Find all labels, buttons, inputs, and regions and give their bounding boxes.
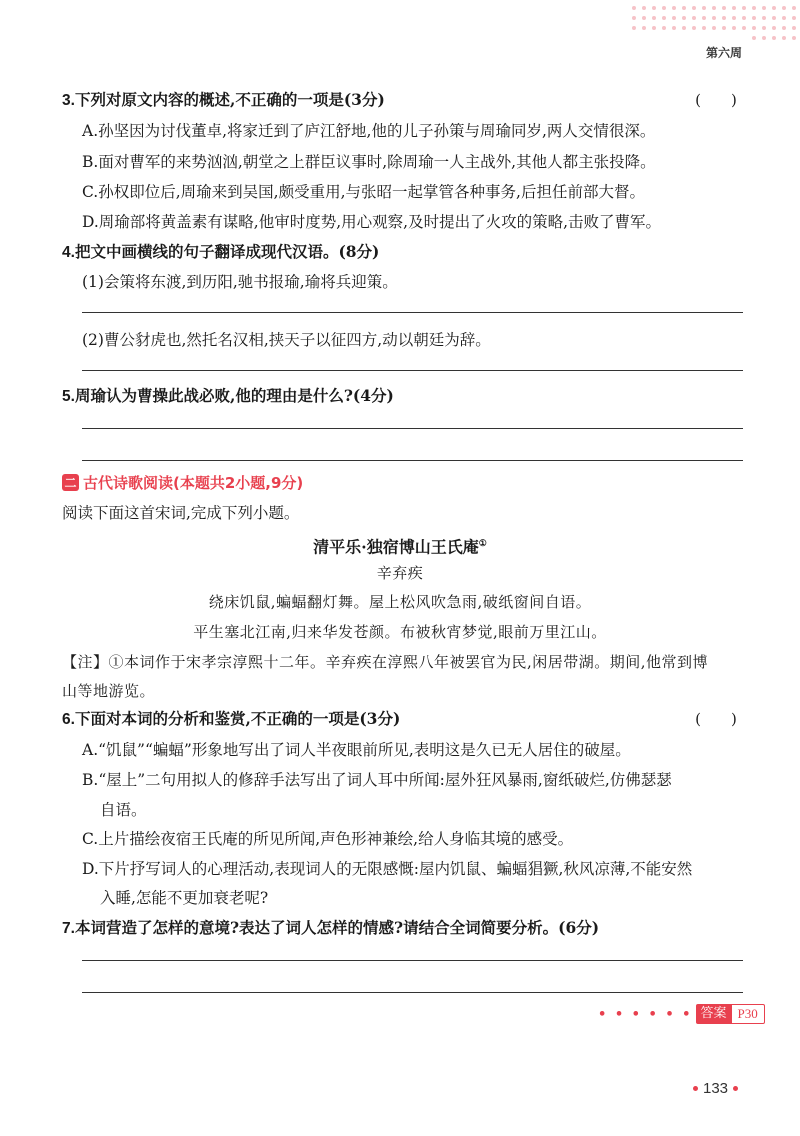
question-4-sub-1: (1)会策将东渡,到历阳,驰书报瑜,瑜将兵迎策。	[82, 273, 398, 291]
decorative-dot	[782, 16, 786, 20]
dotted-leader: • • • • • •	[598, 1006, 693, 1022]
answer-line[interactable]	[82, 312, 743, 313]
decorative-dot	[722, 26, 726, 30]
question-number: 4.	[62, 244, 75, 261]
poem-note-line-2: 山等地游览。	[62, 682, 156, 700]
decorative-dot	[702, 26, 706, 30]
decorative-dot	[772, 6, 776, 10]
decorative-dot	[632, 6, 636, 10]
poem-line-1: 绕床饥鼠,蝙蝠翻灯舞。屋上松风吹急雨,破纸窗间自语。	[208, 593, 592, 611]
question-6-stem	[62, 709, 400, 730]
question-6-option-c[interactable]: C.上片描绘夜宿王氏庵的所见所闻,声色形神兼绘,给人身临其境的感受。	[82, 830, 574, 848]
question-text: 下列对原文内容的概述,不正确的一项是(3分)	[74, 90, 385, 109]
decorative-dot	[772, 36, 776, 40]
page-number-text: 133	[703, 1080, 729, 1097]
answer-line[interactable]	[82, 992, 743, 993]
decorative-dot	[762, 16, 766, 20]
question-3-option-c[interactable]: C.孙权即位后,周瑜来到吴国,颇受重用,与张昭一起掌管各种事务,后担任前部大督。	[82, 183, 645, 201]
decorative-dot	[792, 26, 796, 30]
decorative-dot	[692, 26, 696, 30]
decorative-dot	[692, 16, 696, 20]
poem-author: 辛弃疾	[376, 564, 424, 582]
decorative-dot	[752, 26, 756, 30]
decorative-dot	[662, 26, 666, 30]
decorative-dot	[672, 26, 676, 30]
question-text: 本词营造了怎样的意境?表达了词人怎样的情感?请结合全词简要分析。(6分)	[74, 918, 600, 937]
decorative-dot	[652, 16, 656, 20]
reading-instruction: 阅读下面这首宋词,完成下列小题。	[62, 504, 300, 522]
decorative-dot	[752, 36, 756, 40]
answer-page-ref: P30	[731, 1004, 765, 1024]
decorative-dot	[782, 26, 786, 30]
decorative-dot	[642, 6, 646, 10]
question-6-option-d[interactable]: D.下片抒写词人的心理活动,表现词人的无限感慨:屋内饥鼠、蝙蝠猖獗,秋风凉薄,不能安然	[82, 860, 693, 878]
question-6-answer-blank[interactable]: ( )	[695, 710, 737, 728]
decorative-dot	[642, 26, 646, 30]
question-text: 把文中画横线的句子翻译成现代汉语。(8分)	[74, 242, 380, 261]
decorative-dot	[662, 6, 666, 10]
decorative-dot	[752, 16, 756, 20]
decorative-dot	[672, 16, 676, 20]
question-6-option-d-cont: 入睡,怎能不更加衰老呢?	[100, 889, 269, 907]
section-heading	[62, 471, 303, 493]
section-number-icon: 二	[62, 474, 79, 491]
decorative-dot	[792, 36, 796, 40]
poem-line-2: 平生塞北江南,归来华发苍颜。布被秋宵梦觉,眼前万里江山。	[193, 623, 607, 641]
decorative-dot	[652, 26, 656, 30]
decorative-dot	[782, 6, 786, 10]
question-6-option-b-cont: 自语。	[100, 801, 147, 819]
decorative-dot	[702, 16, 706, 20]
decorative-dot	[722, 6, 726, 10]
poem-note-line-1: 【注】①本词作于宋孝宗淳熙十二年。辛弃疾在淳熙八年被罢官为民,闲居带湖。期间,他常到博	[62, 653, 709, 671]
decorative-dot	[712, 26, 716, 30]
decorative-dot	[632, 16, 636, 20]
decorative-dot	[762, 26, 766, 30]
question-number: 5.	[62, 388, 75, 405]
decorative-dot	[632, 26, 636, 30]
decorative-dot	[682, 6, 686, 10]
question-3-option-d[interactable]: D.周瑜部将黄盖素有谋略,他审时度势,用心观察,及时提出了火攻的策略,击败了曹军。	[82, 213, 662, 231]
question-4-stem	[62, 242, 379, 263]
decorative-dot	[742, 26, 746, 30]
decorative-dot	[742, 6, 746, 10]
decorative-dot	[742, 16, 746, 20]
question-3-answer-blank[interactable]: ( )	[695, 91, 737, 109]
dot-icon	[733, 1086, 738, 1091]
decorative-dot	[712, 16, 716, 20]
decorative-dot	[682, 26, 686, 30]
page-number	[693, 1080, 738, 1097]
decorative-dot	[642, 16, 646, 20]
question-5-stem	[62, 386, 394, 407]
question-text: 下面对本词的分析和鉴赏,不正确的一项是(3分)	[74, 709, 401, 728]
dot-icon	[693, 1086, 698, 1091]
question-3-option-b[interactable]: B.面对曹军的来势汹汹,朝堂之上群臣议事时,除周瑜一人主战外,其他人都主张投降。	[82, 153, 656, 171]
decorative-dot	[752, 6, 756, 10]
poem-title	[0, 534, 800, 557]
question-3-stem	[62, 90, 385, 111]
decorative-dot	[792, 16, 796, 20]
question-3-option-a[interactable]: A.孙坚因为讨伐董卓,将家迁到了庐江舒地,他的儿子孙策与周瑜同岁,两人交情很深。	[82, 122, 656, 140]
decorative-dot	[732, 16, 736, 20]
footnote-mark: ①	[478, 539, 487, 549]
decorative-dot	[732, 26, 736, 30]
question-4-sub-2: (2)曹公豺虎也,然托名汉相,挟天子以征四方,动以朝廷为辞。	[82, 331, 491, 349]
decorative-dot	[712, 6, 716, 10]
answer-line[interactable]	[82, 960, 743, 961]
poem-title-text: 清平乐·独宿博山王氏庵	[313, 537, 479, 557]
question-6-option-a[interactable]: A.“饥鼠”“蝙蝠”形象地写出了词人半夜眼前所见,表明这是久已无人居住的破屋。	[82, 741, 631, 759]
question-number: 6.	[62, 711, 75, 728]
week-label: 第六周	[706, 46, 743, 60]
answer-line[interactable]	[82, 428, 743, 429]
decorative-dot	[772, 16, 776, 20]
decorative-dot	[762, 36, 766, 40]
decorative-dot	[792, 6, 796, 10]
question-6-option-b[interactable]: B.“屋上”二句用拟人的修辞手法写出了词人耳中所闻:屋外狂风暴雨,窗纸破烂,仿佛瑟瑟	[82, 771, 672, 789]
question-text: 周瑜认为曹操此战必败,他的理由是什么?(4分)	[74, 386, 394, 405]
decorative-dot	[672, 6, 676, 10]
decorative-dot	[762, 6, 766, 10]
answer-reference[interactable]	[598, 1004, 765, 1024]
decorative-dot	[782, 36, 786, 40]
answer-line[interactable]	[82, 370, 743, 371]
answer-tag: 答案	[696, 1004, 730, 1024]
decorative-dot	[732, 6, 736, 10]
decorative-dot	[772, 26, 776, 30]
answer-line[interactable]	[82, 460, 743, 461]
decorative-dot	[662, 16, 666, 20]
decorative-dot	[692, 6, 696, 10]
decorative-dot	[702, 6, 706, 10]
decorative-dot	[652, 6, 656, 10]
question-number: 7.	[62, 920, 75, 937]
question-7-stem	[62, 918, 599, 939]
section-title: 古代诗歌阅读(本题共2小题,9分)	[83, 473, 304, 492]
decorative-dot	[682, 16, 686, 20]
decorative-dot	[722, 16, 726, 20]
question-number: 3.	[62, 92, 75, 109]
